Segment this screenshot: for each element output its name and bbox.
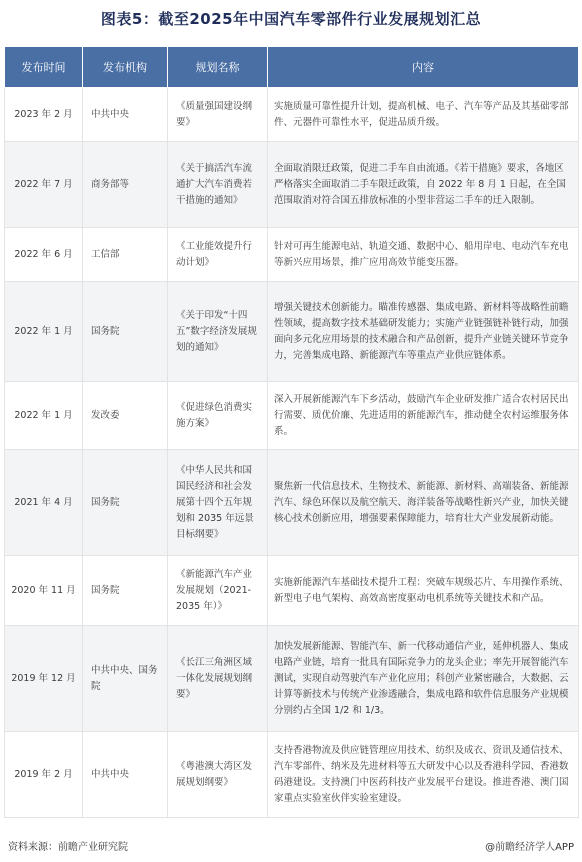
cell-date: 2022 年 1 月 (5, 282, 83, 382)
header-content: 内容 (268, 47, 579, 88)
plans-table (4, 46, 579, 818)
table-row (5, 228, 579, 282)
cell-date: 2022 年 1 月 (5, 382, 83, 450)
cell-content: 支持香港物流及供应链管理应用技术、纺织及成衣、资讯及通信技术、汽车零部件、纳米及先进材料等五大研发中心以及香港科学园、香港数码港建设。支持澳门中医药科技产业发展平台建设。推进香港、澳门国家重点实验室伙伴实验室建设。 (268, 732, 579, 818)
cell-content: 加快发展新能源、智能汽车、新一代移动通信产业，延伸机器人、集成电路产业链，培育一批具有国际竞争力的龙头企业；率先开展智能汽车测试，实现自动驾驶汽车产业化应用；科创产业紧密融合，大数据、云计算等新技术与传统产业渗透融合，集成电路和软件信息服务产业规模分别约占全国 1/2 和 1/3。 (268, 626, 579, 732)
cell-org: 中共中央 (83, 88, 168, 142)
table-row (5, 142, 579, 228)
cell-date: 2022 年 6 月 (5, 228, 83, 282)
cell-plan: 《长江三角洲区域一体化发展规划纲要》 (168, 626, 268, 732)
plans-table-container (4, 46, 578, 818)
cell-date: 2019 年 2 月 (5, 732, 83, 818)
cell-plan: 《粤港澳大湾区发展规划纲要》 (168, 732, 268, 818)
cell-content: 实施质量可靠性提升计划，提高机械、电子、汽车等产品及其基础零部件、元器件可靠性水平，促进品质升级。 (268, 88, 579, 142)
header-date: 发布时间 (5, 47, 83, 88)
table-row (5, 556, 579, 626)
figure-title: 图表5：截至2025年中国汽车零部件行业发展规划汇总 (100, 10, 482, 28)
cell-org: 商务部等 (83, 142, 168, 228)
table-row (5, 282, 579, 382)
header-plan: 规划名称 (168, 47, 268, 88)
table-row (5, 88, 579, 142)
cell-plan: 《工业能效提升行动计划》 (168, 228, 268, 282)
cell-date: 2019 年 12 月 (5, 626, 83, 732)
cell-plan: 《中华人民共和国国民经济和社会发展第十四个五年规划和 2035 年远景目标纲要》 (168, 450, 268, 556)
cell-org: 中共中央、国务院 (83, 626, 168, 732)
table-row (5, 382, 579, 450)
table-row (5, 626, 579, 732)
cell-plan: 《关于印发“十四五”数字经济发展规划的通知》 (168, 282, 268, 382)
cell-plan: 《质量强国建设纲要》 (168, 88, 268, 142)
cell-org: 中共中央 (83, 732, 168, 818)
cell-org: 国务院 (83, 282, 168, 382)
cell-org: 发改委 (83, 382, 168, 450)
cell-date: 2020 年 11 月 (5, 556, 83, 626)
cell-plan: 《关于搞活汽车流通扩大汽车消费若干措施的通知》 (168, 142, 268, 228)
table-header-row (5, 47, 579, 88)
table-row (5, 450, 579, 556)
cell-plan: 《促进绿色消费实施方案》 (168, 382, 268, 450)
cell-date: 2022 年 7 月 (5, 142, 83, 228)
cell-content: 聚焦新一代信息技术、生物技术、新能源、新材料、高端装备、新能源汽车、绿色环保以及航空航天、海洋装备等战略性新兴产业，加快关键核心技术创新应用，增强要素保障能力，培育壮大产业发展新动能。 (268, 450, 579, 556)
cell-org: 国务院 (83, 450, 168, 556)
cell-org: 工信部 (83, 228, 168, 282)
brand-credit: @前瞻经济学人APP (485, 842, 574, 853)
cell-content: 实施新能源汽车基础技术提升工程：突破车规级芯片、车用操作系统、新型电子电气架构、高效高密度驱动电机系统等关键技术和产品。 (268, 556, 579, 626)
cell-content: 深入开展新能源汽车下乡活动，鼓励汽车企业研发推广适合农村居民出行需要、质优价廉、先进适用的新能源汽车，推动健全农村运维服务体系。 (268, 382, 579, 450)
header-org: 发布机构 (83, 47, 168, 88)
cell-date: 2021 年 4 月 (5, 450, 83, 556)
cell-content: 全面取消限迁政策，促进二手车自由流通。《若干措施》要求，各地区严格落实全面取消二手车限迁政策，自 2022 年 8 月 1 日起，在全国范围取消对符合国五排放标准的小型非营运二手车的迁入限制。 (268, 142, 579, 228)
cell-org: 国务院 (83, 556, 168, 626)
cell-content: 针对可再生能源电站、轨道交通、数据中心、船用岸电、电动汽车充电等新兴应用场景，推广应用高效节能变压器。 (268, 228, 579, 282)
table-row (5, 732, 579, 818)
source-note: 资料来源：前瞻产业研究院 (8, 842, 128, 853)
cell-date: 2023 年 2 月 (5, 88, 83, 142)
cell-content: 增强关键技术创新能力。瞄准传感器、集成电路、新材料等战略性前瞻性领域，提高数字技术基础研发能力；实施产业链强链补链行动，加强面向多元化应用场景的技术融合和产品创新，提升产业链关键环节竞争力，完善集成电路、新能源汽车等重点产业供应链体系。 (268, 282, 579, 382)
cell-plan: 《新能源汽车产业发展规划（2021-2035 年）》 (168, 556, 268, 626)
